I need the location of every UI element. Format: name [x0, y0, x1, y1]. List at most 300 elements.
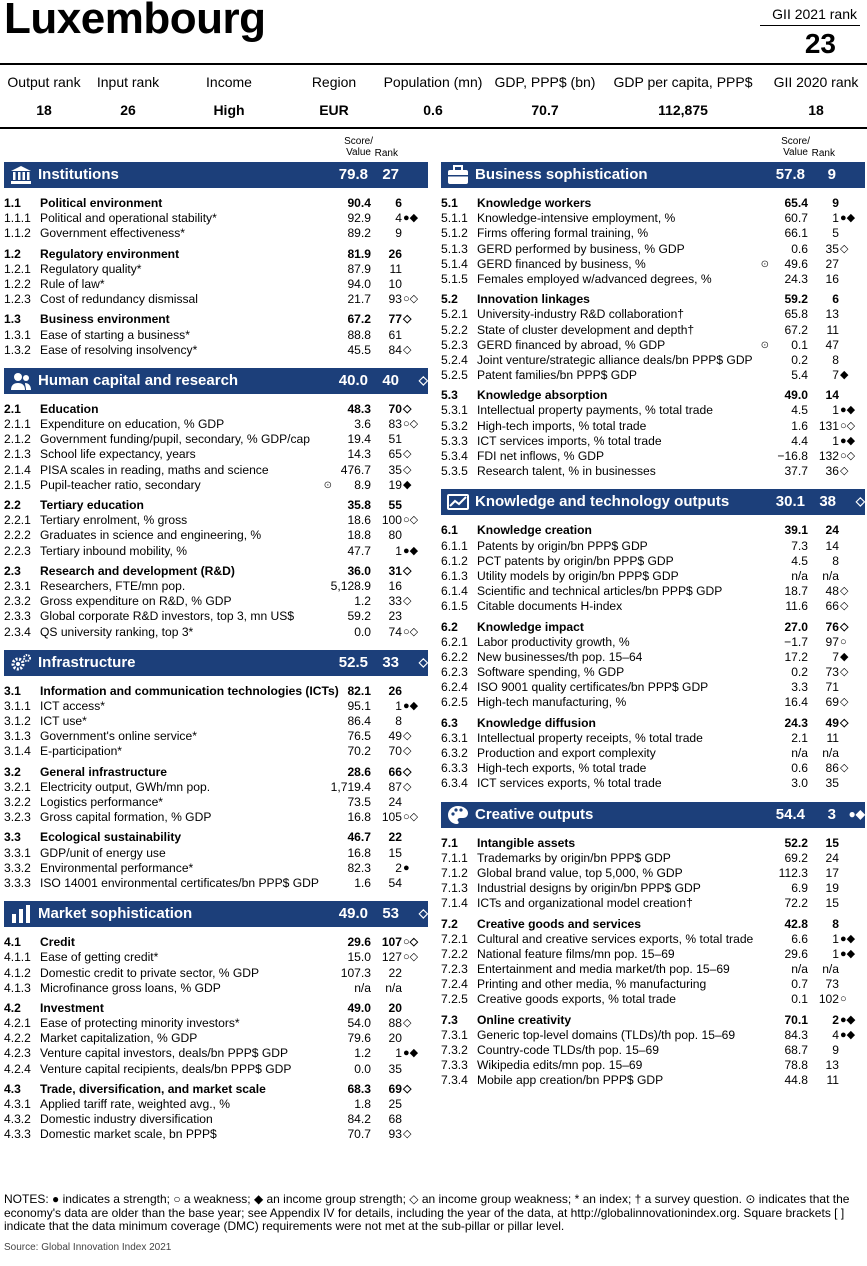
- indicator-rank: n/a: [822, 746, 839, 760]
- indicator-value: 5,128.9: [330, 578, 371, 593]
- indicator-code: 1.1.1: [4, 211, 31, 226]
- indicator-value: 6.9: [791, 881, 808, 896]
- indicator-value: 94.0: [347, 276, 371, 291]
- indicator-name: Government effectiveness*: [40, 226, 185, 241]
- indicator-row: [4, 343, 428, 358]
- indicator-value: 48.3: [347, 401, 371, 416]
- indicator-markers: ○◇: [840, 450, 856, 462]
- indicator-name: Government's online service*: [40, 729, 197, 744]
- indicator-row: [441, 746, 865, 761]
- indicator-markers: ○◇: [403, 625, 419, 638]
- indicator-name: State of cluster development and depth†: [477, 322, 695, 337]
- indicator-code: 3.2.1: [4, 779, 31, 794]
- indicator-rank: 6: [395, 196, 402, 210]
- right-column: [441, 136, 865, 1099]
- indicator-rank: 73: [825, 977, 839, 992]
- indicator-markers: ◇: [403, 448, 412, 461]
- pillar-score: 40.0: [338, 371, 368, 389]
- indicator-rank: 70: [388, 744, 402, 759]
- summary-values: [0, 102, 867, 120]
- pillar-knowledge: [441, 489, 865, 801]
- indicator-value: 84.3: [784, 1027, 808, 1042]
- indicator-rank: 68: [388, 1112, 402, 1127]
- indicator-code: 2.2: [4, 498, 21, 512]
- indicator-row: [441, 1043, 865, 1058]
- indicator-code: 7.3: [441, 1012, 458, 1027]
- indicator-markers: ●◆: [840, 1028, 856, 1041]
- indicator-code: 7.2: [441, 916, 458, 931]
- indicator-value: 0.2: [791, 352, 808, 367]
- indicator-rank: 11: [826, 1073, 839, 1088]
- indicator-markers: ◇: [840, 716, 849, 729]
- indicator-markers: ◇: [403, 343, 412, 356]
- indicator-code: 2.3: [4, 563, 21, 578]
- indicator-name: Citable documents H-index: [477, 599, 623, 614]
- indicator-name: Country-code TLDs/th pop. 15–69: [477, 1043, 659, 1057]
- indicator-rank: 51: [388, 432, 402, 447]
- indicator-row: [441, 665, 865, 680]
- indicator-name: Firms offering formal training, %: [477, 226, 649, 241]
- indicator-row: [4, 625, 428, 640]
- subpillar-row: [441, 196, 865, 211]
- indicator-value: 39.1: [784, 523, 808, 538]
- indicator-rank: 17: [825, 865, 839, 880]
- pillar-name: Creative outputs: [475, 805, 594, 823]
- indicator-code: 1.2: [4, 246, 21, 261]
- subpillar-row: [4, 765, 428, 780]
- summary-value: 18: [36, 102, 52, 118]
- indicator-name: Creative goods exports, % total trade: [477, 992, 676, 1007]
- indicator-name: Tertiary inbound mobility, %: [40, 543, 187, 558]
- indicator-code: 6.1: [441, 523, 458, 538]
- indicator-code: 2.1.3: [4, 447, 31, 462]
- pillar-institutions: [4, 162, 428, 368]
- indicator-rank: 1: [832, 433, 839, 448]
- indicator-value: 73.5: [347, 795, 371, 809]
- indicator-row: [441, 1073, 865, 1088]
- indicator-row: [441, 947, 865, 962]
- indicator-value: 68.3: [347, 1081, 371, 1096]
- indicator-markers: ◇: [840, 666, 849, 679]
- indicator-code: 6.3.2: [441, 746, 468, 760]
- indicator-markers: ◇: [403, 1017, 412, 1030]
- summary-header: Region: [311, 74, 357, 90]
- indicator-row: [4, 795, 428, 810]
- indicator-value: 3.3: [791, 680, 808, 695]
- indicator-rank: 35: [388, 462, 402, 477]
- indicator-name: Labor productivity growth, %: [477, 634, 630, 649]
- indicator-code: 5.3.2: [441, 418, 468, 433]
- indicator-rank: 54: [388, 875, 402, 890]
- indicator-name: Software spending, % GDP: [477, 665, 625, 680]
- indicator-name: High-tech exports, % total trade: [477, 761, 647, 776]
- indicator-value: −16.8: [777, 449, 808, 463]
- indicator-code: 3.3.3: [4, 875, 31, 890]
- indicator-rank: 14: [825, 388, 839, 403]
- spacer: [4, 891, 428, 901]
- indicator-name: Entertainment and media market/th pop. 15–69: [477, 962, 730, 977]
- indicator-row: [4, 528, 428, 543]
- pillar-header: [4, 901, 428, 927]
- indicator-row: [441, 353, 865, 368]
- indicator-name: Market capitalization, % GDP: [40, 1031, 198, 1046]
- pillar-score: 54.4: [775, 805, 805, 823]
- indicator-rank: 4: [832, 1027, 839, 1042]
- indicator-name: Domestic industry diversification: [40, 1112, 213, 1127]
- indicator-value: 67.2: [347, 312, 371, 327]
- pillar-rank: 9: [827, 166, 836, 183]
- indicator-name: Venture capital investors, deals/bn PPP$ GDP: [40, 1046, 289, 1061]
- indicator-code: 6.2.1: [441, 634, 468, 649]
- indicator-row: [4, 950, 428, 965]
- country-title: Luxembourg: [4, 0, 266, 43]
- indicator-name: Government funding/pupil, secondary, % GDP/cap: [40, 432, 311, 447]
- indicator-row: [4, 714, 428, 729]
- indicator-code: 2.3.4: [4, 624, 31, 639]
- indicator-name: Knowledge impact: [477, 619, 584, 634]
- indicator-row: [4, 609, 428, 624]
- indicator-value: 69.2: [784, 850, 808, 865]
- indicator-code: 6.3: [441, 715, 458, 730]
- indicator-markers: ◇: [403, 745, 412, 758]
- indicator-rank: 19: [388, 477, 402, 492]
- indicator-rank: 65: [388, 447, 402, 462]
- indicator-value: 11.6: [785, 599, 808, 614]
- pillar-score: 52.5: [338, 653, 368, 671]
- indicator-name: Credit: [40, 935, 75, 950]
- indicator-rank: 4: [395, 211, 402, 226]
- indicator-code: 2.3.3: [4, 609, 31, 624]
- indicator-value: 0.7: [791, 977, 808, 992]
- indicator-value: 1.2: [354, 1046, 371, 1061]
- indicator-code: 2.3.1: [4, 578, 31, 593]
- indicator-row: [4, 699, 428, 714]
- indicator-value: 16.8: [347, 845, 371, 860]
- indicator-name: ICT use*: [40, 714, 87, 729]
- subpillar-row: [441, 1013, 865, 1028]
- indicator-code: 6.1.5: [441, 599, 468, 614]
- indicator-row: [441, 449, 865, 464]
- indicator-rank: 27: [825, 256, 839, 271]
- indicator-row: [441, 896, 865, 911]
- indicator-value: 49.0: [784, 388, 808, 403]
- indicator-rank: 15: [825, 835, 839, 850]
- indicator-row: [4, 328, 428, 343]
- indicator-row: [441, 866, 865, 881]
- indicator-row: [441, 539, 865, 554]
- indicator-rank: 26: [388, 683, 402, 698]
- indicator-value: 18.7: [784, 584, 808, 599]
- indicator-value: 88.8: [347, 327, 371, 342]
- pillar-header: [441, 162, 865, 188]
- indicator-name: Patent families/bn PPP$ GDP: [477, 368, 637, 383]
- indicator-value: 1,719.4: [330, 779, 371, 794]
- indicator-value: 0.1: [791, 992, 808, 1007]
- indicator-row: [441, 323, 865, 338]
- indicator-row: [441, 761, 865, 776]
- indicator-value: 66.1: [784, 226, 808, 241]
- indicator-row: [4, 594, 428, 609]
- indicator-code: 3.2: [4, 764, 21, 779]
- indicator-row: [441, 226, 865, 241]
- indicator-value: 60.7: [784, 211, 808, 226]
- indicator-value: 5.4: [791, 368, 808, 383]
- indicator-markers: ◇: [840, 762, 849, 775]
- indicator-rank: 127: [381, 950, 402, 965]
- indicator-value: 0.2: [791, 665, 808, 680]
- indicator-rank: 33: [388, 594, 402, 609]
- indicator-name: ICT services imports, % total trade: [477, 433, 662, 448]
- indicator-value: 49.0: [347, 1000, 371, 1015]
- indicator-rank: 11: [826, 322, 839, 337]
- indicator-rank: 31: [388, 563, 402, 578]
- value-label: Value: [346, 147, 371, 158]
- indicator-value: n/a: [791, 746, 808, 760]
- indicator-markers: ●◆: [403, 1047, 419, 1060]
- indicator-rank: 13: [825, 307, 839, 322]
- indicator-markers: ◇: [403, 780, 412, 793]
- pillar-name: Market sophistication: [38, 905, 193, 923]
- indicator-value: 82.1: [347, 683, 371, 698]
- indicator-rank: 8: [832, 352, 839, 367]
- indicator-name: Tertiary enrolment, % gross: [40, 513, 188, 528]
- subpillar-row: [441, 836, 865, 851]
- indicator-value: 92.9: [347, 211, 371, 226]
- indicator-code: 5.3.5: [441, 464, 468, 479]
- indicator-rank: 13: [825, 1058, 839, 1073]
- indicator-value: 79.6: [347, 1031, 371, 1046]
- indicator-value: n/a: [791, 568, 808, 583]
- indicator-value: 84.2: [347, 1112, 371, 1127]
- indicator-markers: ●◆: [403, 212, 419, 225]
- indicator-code: 1.3: [4, 312, 21, 327]
- indicator-name: Political environment: [40, 196, 163, 210]
- indicator-name: Utility models by origin/bn PPP$ GDP: [477, 568, 679, 583]
- indicator-code: 5.1.3: [441, 241, 468, 256]
- indicator-code: 1.2.1: [4, 261, 31, 276]
- indicator-value: 37.7: [784, 464, 808, 479]
- pillar-rank: 38: [819, 493, 836, 511]
- indicator-name: Gross expenditure on R&D, % GDP: [40, 594, 232, 609]
- indicator-value: 2.1: [791, 730, 808, 745]
- indicator-rank: 102: [818, 992, 839, 1007]
- subpillar-row: [4, 684, 428, 699]
- indicator-row: [441, 1058, 865, 1073]
- indicator-value: 0.1: [791, 337, 808, 352]
- indicator-rank: 93: [388, 1127, 402, 1142]
- pillar-name: Infrastructure: [38, 653, 136, 671]
- indicator-rank: 11: [389, 261, 402, 276]
- indicator-name: Intellectual property payments, % total trade: [477, 403, 713, 418]
- indicator-name: Ease of starting a business*: [40, 327, 190, 342]
- indicator-value: 29.6: [784, 946, 808, 961]
- indicator-rank: 73: [825, 665, 839, 680]
- indicator-code: 5.2.2: [441, 322, 468, 337]
- indicator-code: 4.1.2: [4, 965, 31, 980]
- indicator-name: Females employed w/advanced degrees, %: [477, 271, 712, 286]
- subpillar-row: [4, 498, 428, 513]
- indicator-markers: ○: [840, 635, 847, 648]
- spacer: [4, 640, 428, 650]
- indicator-row: [4, 513, 428, 528]
- summary-value: 112,875: [658, 102, 708, 118]
- indicator-code: 5.3.4: [441, 449, 468, 463]
- indicator-code: 5.1.5: [441, 271, 468, 286]
- indicator-value: 476.7: [340, 462, 371, 477]
- indicator-name: General infrastructure: [40, 764, 168, 779]
- indicator-rank: 9: [832, 196, 839, 210]
- indicator-rank: 55: [388, 498, 402, 512]
- indicator-row: [4, 1112, 428, 1127]
- indicator-rank: 16: [388, 578, 402, 593]
- indicator-name: Information and communication technologies (ICTs): [40, 683, 339, 698]
- indicator-rank: 48: [825, 584, 839, 599]
- indicator-rank: 69: [825, 695, 839, 710]
- indicator-name: QS university ranking, top 3*: [40, 624, 194, 639]
- indicator-name: Research and development (R&D): [40, 563, 235, 578]
- indicator-row: [441, 569, 865, 584]
- indicator-rank: 49: [388, 729, 402, 744]
- pillar-name: Human capital and research: [38, 371, 239, 389]
- indicator-name: Knowledge creation: [477, 523, 592, 538]
- indicator-rank: n/a: [385, 980, 402, 995]
- indicator-markers: ●◆: [840, 947, 856, 960]
- indicator-rank: 24: [825, 523, 839, 538]
- indicator-code: 3.1.2: [4, 714, 31, 729]
- indicator-name: Domestic market scale, bn PPP$: [40, 1127, 217, 1142]
- indicator-value: 27.0: [784, 619, 808, 634]
- summary-header: GDP per capita, PPP$: [613, 74, 753, 90]
- indicator-rank: 5: [832, 226, 839, 241]
- indicator-code: 7.2.4: [441, 977, 468, 992]
- indicator-name: Cultural and creative services exports, % total trade: [477, 931, 754, 946]
- indicator-value: 90.4: [347, 196, 371, 210]
- indicator-value: 1.2: [354, 594, 371, 609]
- indicator-code: 6.2: [441, 619, 458, 634]
- indicator-code: 6.2.3: [441, 665, 468, 680]
- indicator-name: Wikipedia edits/mn pop. 15–69: [477, 1058, 643, 1073]
- indicator-value: 3.0: [791, 776, 808, 791]
- notes: NOTES: ● indicates a strength; ○ a weakness; ◆ an income group strength; ◇ an income group weakness; * an index; † a survey question. ⊙ indicates that the economy's data are older than the base year; see Appendix IV for details, including the year of the data, at http://globalinnovationindex.org. Square brackets [ ] indicate that the data minimum coverage (DMC) requirements were not met at the sub-pillar or pillar level.: [4, 1192, 850, 1233]
- indicator-markers: ○◇: [403, 936, 419, 949]
- subpillar-row: [441, 620, 865, 635]
- indicator-value: 6.6: [791, 931, 808, 946]
- indicator-code: 5.2.4: [441, 352, 468, 367]
- indicator-code: 7.2.3: [441, 962, 468, 977]
- indicator-code: 7.2.1: [441, 931, 468, 946]
- subpillar-row: [441, 523, 865, 538]
- indicator-value: 82.3: [347, 860, 371, 875]
- indicator-code: 3.2.3: [4, 810, 31, 825]
- indicator-code: 7.3.2: [441, 1043, 468, 1057]
- indicator-name: Knowledge diffusion: [477, 715, 596, 730]
- indicator-value: 0.6: [791, 761, 808, 776]
- indicator-value: 15.0: [347, 950, 371, 965]
- indicator-markers: ◇: [840, 465, 849, 478]
- pillar-infrastructure: [4, 650, 428, 901]
- indicator-rank: 1: [395, 1046, 402, 1061]
- indicator-name: Global corporate R&D investors, top 3, mn US$: [40, 609, 295, 624]
- indicator-name: High-tech imports, % total trade: [477, 418, 647, 433]
- score-header: [781, 136, 810, 158]
- indicator-row: [441, 635, 865, 650]
- indicator-row: [441, 554, 865, 569]
- indicator-markers: ◇: [403, 595, 412, 608]
- indicator-code: 5.2: [441, 292, 458, 307]
- indicator-row: [441, 307, 865, 322]
- indicator-rank: 47: [825, 337, 839, 352]
- indicator-code: 5.1.1: [441, 211, 468, 226]
- indicator-name: Global brand value, top 5,000, % GDP: [477, 865, 683, 880]
- indicator-code: 5.2.5: [441, 368, 468, 383]
- indicator-rank: 1: [832, 931, 839, 946]
- indicator-code: 3.1.1: [4, 698, 31, 713]
- indicator-code: 6.3.4: [441, 776, 468, 791]
- indicator-value: 24.3: [784, 715, 808, 730]
- indicator-name: Trade, diversification, and market scale: [40, 1081, 266, 1096]
- pillar-human-capital: [4, 368, 428, 650]
- indicator-rank: 35: [825, 776, 839, 791]
- indicator-rank: 61: [388, 327, 402, 342]
- pillar-rank: 27: [382, 166, 399, 183]
- pillar-rank: 40: [382, 371, 399, 389]
- indicator-code: 3.1: [4, 683, 21, 698]
- indicator-row: [441, 419, 865, 434]
- indicator-code: 6.3.3: [441, 761, 468, 776]
- indicator-value: 76.5: [347, 729, 371, 744]
- indicator-value: 24.3: [784, 271, 808, 286]
- subpillar-row: [4, 830, 428, 845]
- spacer: [4, 358, 428, 368]
- indicator-value: 4.5: [791, 403, 808, 418]
- indicator-code: 5.1: [441, 196, 458, 210]
- indicator-code: 5.2.1: [441, 307, 468, 322]
- indicator-code: 4.1: [4, 935, 21, 950]
- indicator-row: [441, 584, 865, 599]
- indicator-code: 6.1.1: [441, 538, 468, 553]
- indicator-markers: ●◆: [403, 699, 419, 712]
- summary-value: 70.7: [531, 102, 559, 118]
- indicator-code: 4.2.1: [4, 1016, 31, 1031]
- indicator-code: 7.1.4: [441, 896, 468, 911]
- indicator-markers: ◇: [403, 765, 412, 778]
- indicator-value: 72.2: [784, 896, 808, 911]
- indicator-rank: 8: [395, 714, 402, 729]
- pillar-rank: 53: [382, 905, 399, 923]
- indicator-row: [441, 599, 865, 614]
- indicator-code: 4.2.4: [4, 1061, 31, 1076]
- indicator-row: [441, 338, 865, 353]
- indicator-rank: 35: [825, 241, 839, 256]
- indicator-value: 21.7: [347, 292, 371, 307]
- indicator-rank: 69: [388, 1081, 402, 1096]
- indicator-code: 2.1.1: [4, 417, 31, 432]
- indicator-rank: 97: [825, 634, 839, 649]
- indicator-name: Applied tariff rate, weighted avg., %: [40, 1097, 231, 1111]
- indicator-code: 1.2.3: [4, 292, 31, 307]
- indicator-code: 7.3.1: [441, 1027, 468, 1042]
- indicator-rank: 1: [395, 543, 402, 558]
- indicator-row: [4, 417, 428, 432]
- indicator-value: 67.2: [784, 322, 808, 337]
- indicator-name: Pupil-teacher ratio, secondary: [40, 477, 201, 492]
- subpillar-row: [4, 564, 428, 579]
- source: Source: Global Innovation Index 2021: [4, 1242, 172, 1253]
- indicator-row: [441, 464, 865, 479]
- indicator-row: [441, 680, 865, 695]
- subpillar-row: [441, 716, 865, 731]
- indicator-row: [441, 851, 865, 866]
